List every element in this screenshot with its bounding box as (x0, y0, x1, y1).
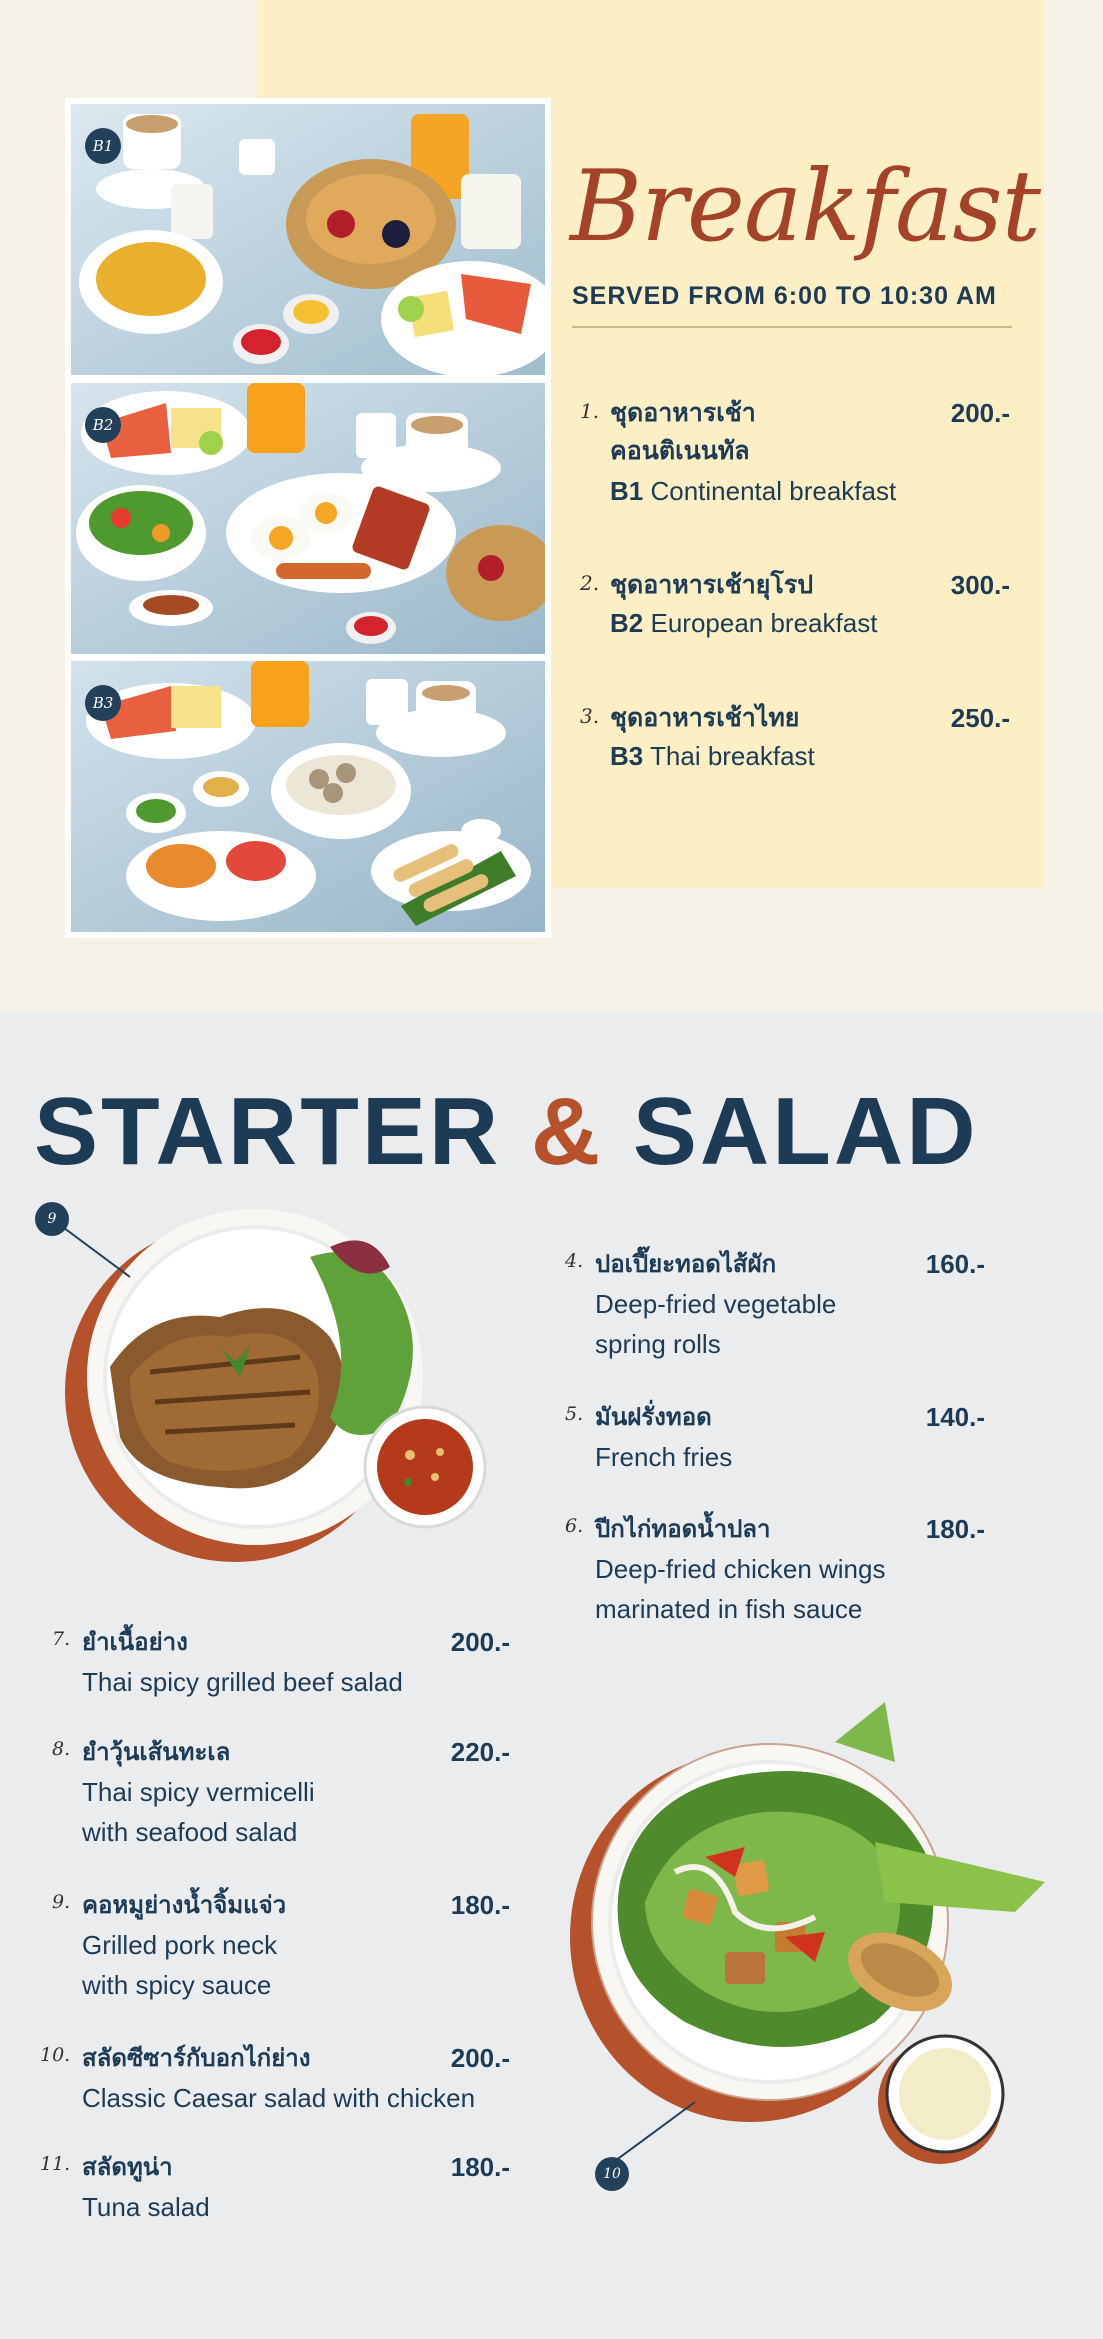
item-english-line2: with seafood salad (82, 1817, 298, 1847)
item-code: B3 (610, 741, 644, 771)
breakfast-title: Breakfast (570, 150, 1041, 264)
item-thai-name: มันฝรั่งทอด (595, 1403, 712, 1431)
title-ampersand: & (530, 1078, 604, 1185)
dish-image-caesar-salad (535, 1682, 1060, 2222)
item-number: 5. (565, 1403, 584, 1425)
item-english-line1: Thai spicy grilled beef salad (82, 1667, 403, 1697)
title-starter: STARTER (34, 1078, 502, 1185)
dish-badge-10: 10 (595, 2157, 629, 2191)
item-thai-name-line1: ชุดอาหารเช้า (610, 398, 756, 427)
item-number: 7. (52, 1628, 71, 1650)
item-thai-name: ปอเปี๊ยะทอดไส้ผัก (595, 1250, 777, 1278)
menu-item-11 (40, 2147, 510, 2227)
menu-item-breakfast-2 (580, 565, 1010, 645)
item-price: 200.- (950, 398, 1010, 428)
item-thai-name-line2: คอนติเนนทัล (610, 436, 750, 465)
item-thai-name: คอหมูย่างน้ำจิ้มแจ่ว (82, 1891, 287, 1919)
item-english-line1: Deep-fried vegetable (595, 1289, 837, 1319)
item-number: 2. (580, 571, 600, 595)
breakfast-hours: SERVED FROM 6:00 TO 10:30 AM (572, 282, 997, 310)
item-price: 160.- (925, 1249, 985, 1279)
item-english-line1: Grilled pork neck (82, 1930, 278, 1960)
item-thai-name: ชุดอาหารเช้ายุโรป (610, 570, 814, 599)
item-price: 200.- (450, 1627, 510, 1657)
item-english-text: Thai breakfast (650, 741, 815, 771)
item-thai-name: ยำเนื้อย่าง (82, 1628, 188, 1656)
item-number: 9. (52, 1891, 71, 1913)
item-english-line1: Classic Caesar salad with chicken (82, 2083, 476, 2113)
item-price: 180.- (450, 1890, 510, 1920)
item-thai-name: สลัดซีซาร์กับอกไก่ย่าง (82, 2044, 311, 2072)
item-price: 140.- (925, 1402, 985, 1432)
photo-european-breakfast (71, 383, 545, 654)
code-badge-b2: B2 (85, 407, 121, 443)
photo-thai-breakfast (71, 661, 545, 932)
item-english-line1: Tuna salad (82, 2192, 210, 2222)
menu-item-10 (40, 2038, 510, 2118)
item-english-text: Continental breakfast (650, 476, 897, 506)
breakfast-photo-frame (65, 98, 551, 938)
menu-item-6 (565, 1509, 985, 1629)
item-thai-name: ปีกไก่ทอดน้ำปลา (595, 1515, 771, 1543)
item-english-line2: with spicy sauce (82, 1970, 272, 2000)
item-number: 8. (52, 1738, 71, 1760)
item-english-name (610, 471, 896, 511)
item-number: 11. (40, 2153, 71, 2175)
dish-image-grilled-pork-neck (30, 1197, 570, 1617)
item-thai-name: สลัดทูน่า (82, 2153, 173, 2181)
dish-badge-9: 9 (35, 1202, 69, 1236)
menu-item-9 (52, 1885, 510, 2005)
photo-continental-breakfast (71, 104, 545, 375)
item-english-line1: French fries (595, 1442, 733, 1472)
item-code: B2 (610, 608, 644, 638)
code-badge-b1: B1 (85, 128, 121, 164)
title-salad: SALAD (632, 1078, 979, 1185)
item-price: 180.- (925, 1514, 985, 1544)
item-price: 180.- (450, 2152, 510, 2182)
menu-item-8 (52, 1732, 510, 1852)
item-price: 300.- (950, 570, 1010, 600)
menu-item-7 (52, 1622, 510, 1702)
item-number: 3. (580, 704, 600, 728)
item-english-line1: Thai spicy vermicelli (82, 1777, 315, 1807)
code-badge-b3: B3 (85, 685, 121, 721)
item-thai-name: ยำวุ้นเส้นทะเล (82, 1738, 231, 1766)
item-english-line1: Deep-fried chicken wings (595, 1554, 886, 1584)
item-number: 4. (565, 1250, 584, 1272)
item-english-line2: spring rolls (595, 1329, 721, 1359)
item-price: 250.- (950, 703, 1010, 733)
item-code: B1 (610, 476, 644, 506)
item-english-text: European breakfast (650, 608, 878, 638)
starter-salad-title (34, 1077, 979, 1187)
menu-item-breakfast-1 (580, 393, 1010, 513)
item-number: 6. (565, 1515, 584, 1537)
menu-item-4 (565, 1244, 985, 1364)
menu-item-breakfast-3 (580, 698, 1010, 778)
item-english-name (610, 603, 877, 643)
item-number: 1. (580, 399, 600, 423)
menu-item-5 (565, 1397, 985, 1477)
item-price: 200.- (450, 2043, 510, 2073)
breakfast-section (0, 0, 1103, 1012)
item-thai-name: ชุดอาหารเช้าไทย (610, 703, 800, 732)
item-number: 10. (40, 2044, 71, 2066)
breakfast-divider (572, 326, 1012, 328)
starter-salad-section (0, 1012, 1103, 2339)
item-english-line2: marinated in fish sauce (595, 1594, 863, 1624)
item-price: 220.- (450, 1737, 510, 1767)
item-english-name (610, 736, 815, 776)
